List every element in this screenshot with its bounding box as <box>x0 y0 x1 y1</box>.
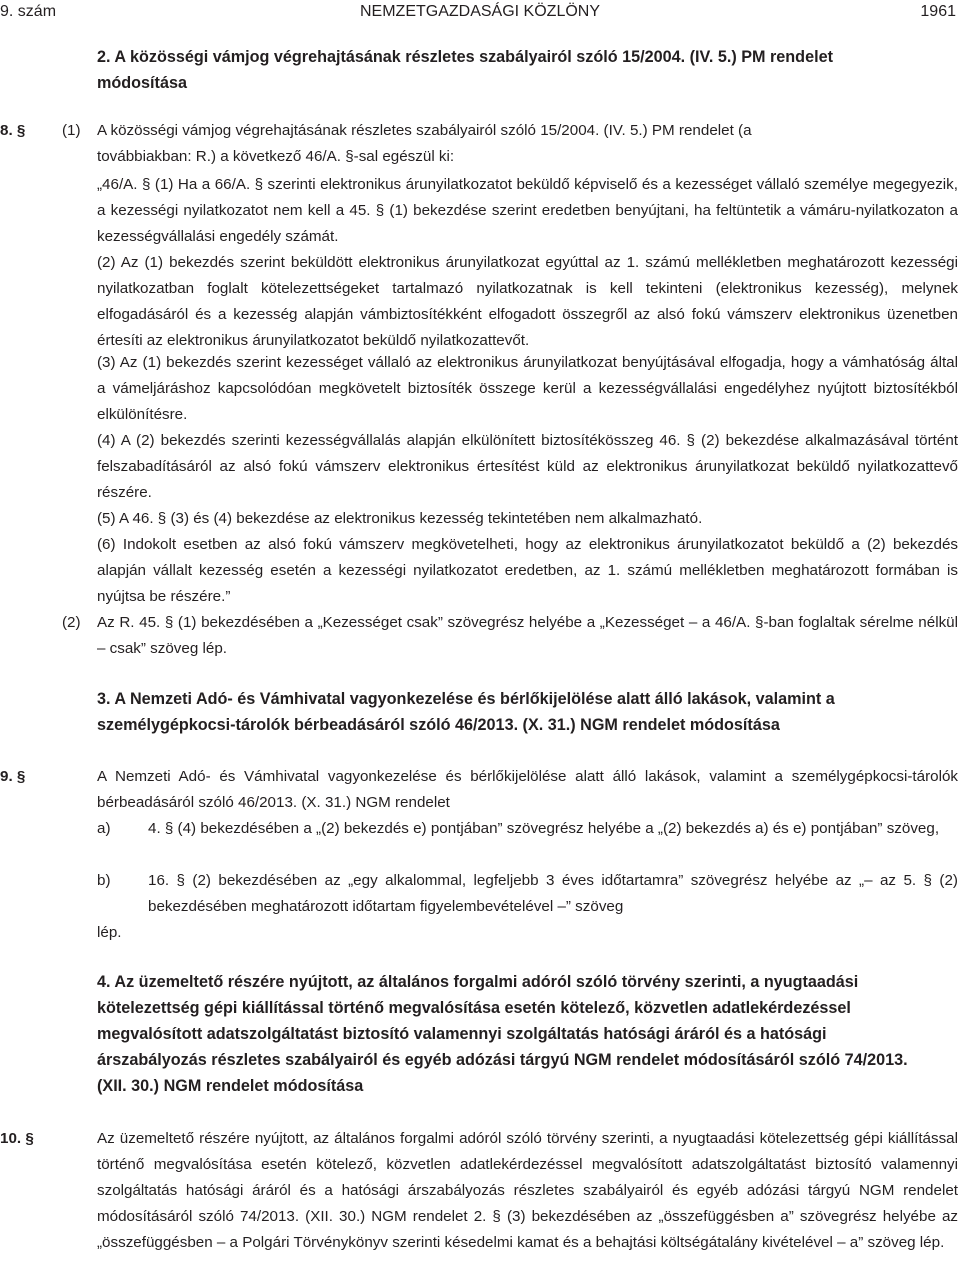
section-8-number: 8. § <box>0 122 26 139</box>
page-number: 1961 <box>920 3 956 20</box>
journal-title: NEMZETGAZDASÁGI KÖZLÖNY <box>359 3 601 20</box>
issue-number: 9. szám <box>0 3 57 20</box>
paragraph-2-marker: (2) <box>62 614 81 631</box>
page-header <box>0 0 960 24</box>
paragraph-1-marker: (1) <box>62 122 81 139</box>
section-4-title: 4. Az üzemeltető részére nyújtott, az általános forgalmi adóról szóló törvény szerinti, a nyugtaadási kötelezettség gépi kiállítással történő megvalósítása esetén kötelező, közvetlen adatlekérdezéssel megvalósított adatszolgáltatást biztosító valamennyi szolgáltatás hatósági áráról és a hatósági árszabályozás részletes szabályairól és egyéb adózási tárgyú NGM rendelet módosításáról szóló 74/2013. (XII. 30.) NGM rendelet módosítása <box>97 973 908 1095</box>
quote-paragraph-6: (6) Indokolt esetben az alsó fokú vámszerv megkövetelheti, hogy az elektronikus árunyilatkozatot beküldő a (2) bekezdés alapján vállalt kezesség esetén a kezességi nyilatkozatot eredetben, az 1. számú mellékletben meghatározott formában is nyújtsa be részére.” <box>97 536 958 605</box>
point-b-marker: b) <box>97 872 111 889</box>
section-9-intro: A Nemzeti Adó- és Vámhivatal vagyonkezelése és bérlőkijelölése alatt álló lakások, valamint a személygépkocsi-tárolók bérbeadásáról szóló 46/2013. (X. 31.) NGM rendelet <box>97 768 958 811</box>
quote-paragraph-5: (5) A 46. § (3) és (4) bekezdése az elektronikus kezesség tekintetében nem alkalmazható. <box>97 510 703 527</box>
paragraph-2-text: Az R. 45. § (1) bekezdésében a „Kezességet csak” szövegrész helyébe a „Kezességet – a 46/A. §-ban foglaltak sérelme nélkül – csak” szöveg lép. <box>97 614 958 657</box>
section-9-number: 9. § <box>0 768 26 785</box>
section-10-number: 10. § <box>0 1130 34 1147</box>
point-a-text: 4. § (4) bekezdésében a „(2) bekezdés e) pontjában” szövegrész helyébe a „(2) bekezdés a) és e) pontjában” szöveg, <box>148 820 940 837</box>
quote-paragraph-4: (4) A (2) bekezdés szerinti kezességvállalás alapján elkülönített biztosítékösszeg 46. § (2) bekezdése alkalmazásával történt felszabadításáról az alsó fokú vámszerv elektronikus értesítést küld az elektronikus árunyilatkozat beküldő nyilatkozattevő részére. <box>97 432 958 501</box>
section-10-text: Az üzemeltető részére nyújtott, az általános forgalmi adóról szóló törvény szerinti, a nyugtaadási kötelezettség gépi kiállítással történő megvalósítása esetén kötelező, közvetlen adatlekérdezéssel megvalósított adatszolgáltatást biztosító valamennyi szolgáltatás hatósági áráról és a hatósági árszabályozás részletes szabályairól és egyéb adózási tárgyú NGM rendelet módosításáról szóló 74/2013. (XII. 30.) NGM rendelet 2. § (3) bekezdésében az „összefüggésben a” szövegrész helyébe az „összefüggésben – a Polgári Törvénykönyv szerinti késedelmi kamat és a behajtási költségátalány kivételével – a” szöveg lép. <box>97 1130 958 1251</box>
paragraph-1-intro: A közösségi vámjog végrehajtásának részletes szabályairól szóló 15/2004. (IV. 5.) PM rendelet (a továbbiakban: R.) a következő 46/A. §-sal egészül ki: <box>97 122 752 165</box>
quote-paragraph-2: (2) Az (1) bekezdés szerint beküldött elektronikus árunyilatkozat egyúttal az 1. számú mellékletben meghatározott kezességi nyilatkozatban foglalt kötelezettségeket tartalmazó nyilatkozatnak is kell tekinteni (elektronikus kezesség), melynek elfogadásáról és a kezesség alapján vámbiztosítékként elfogadott összegről az alsó fokú vámszerv elektronikus üzenetben értesíti az elektronikus árunyilatkozatot beküldő nyilatkozattevőt. <box>97 254 958 349</box>
section-3-title: 3. A Nemzeti Adó- és Vámhivatal vagyonkezelése és bérlőkijelölése alatt álló lakások, valamint a személygépkocsi-tárolók bérbeadásáról szóló 46/2013. (X. 31.) NGM rendelet módosítása <box>97 690 835 734</box>
point-a-marker: a) <box>97 820 111 837</box>
quote-paragraph-3: (3) Az (1) bekezdés szerint kezességet vállaló az elektronikus árunyilatkozat benyújtásával elfogadja, hogy a vámhatóság által a vámeljáráshoz kapcsolódóan megkövetelt biztosíték összege kerül a kezességvállalási engedélyhez nyújtott biztosítékból elkülönítésre. <box>97 354 958 423</box>
point-b-text: 16. § (2) bekezdésében az „egy alkalommal, legfeljebb 3 éves időtartamra” szövegrész helyébe az „– az 5. § (2) bekezdésében meghatározott időtartam figyelembevételével –” szöveg <box>148 872 958 915</box>
section-9-closing: lép. <box>97 924 122 941</box>
quote-paragraph-1: „46/A. § (1) Ha a 66/A. § szerinti elektronikus árunyilatkozatot beküldő képviselő és a kezességet vállaló személye megegyezik, a kezességi nyilatkozatot nem kell a 45. § (1) bekezdése szerint eredetben benyújtani, ha feltüntetik a vámáru-nyilatkozaton a kezességvállalási engedély számát. <box>97 176 958 245</box>
section-2-title: 2. A közösségi vámjog végrehajtásának részletes szabályairól szóló 15/2004. (IV. 5.) PM rendelet módosítása <box>97 48 833 92</box>
